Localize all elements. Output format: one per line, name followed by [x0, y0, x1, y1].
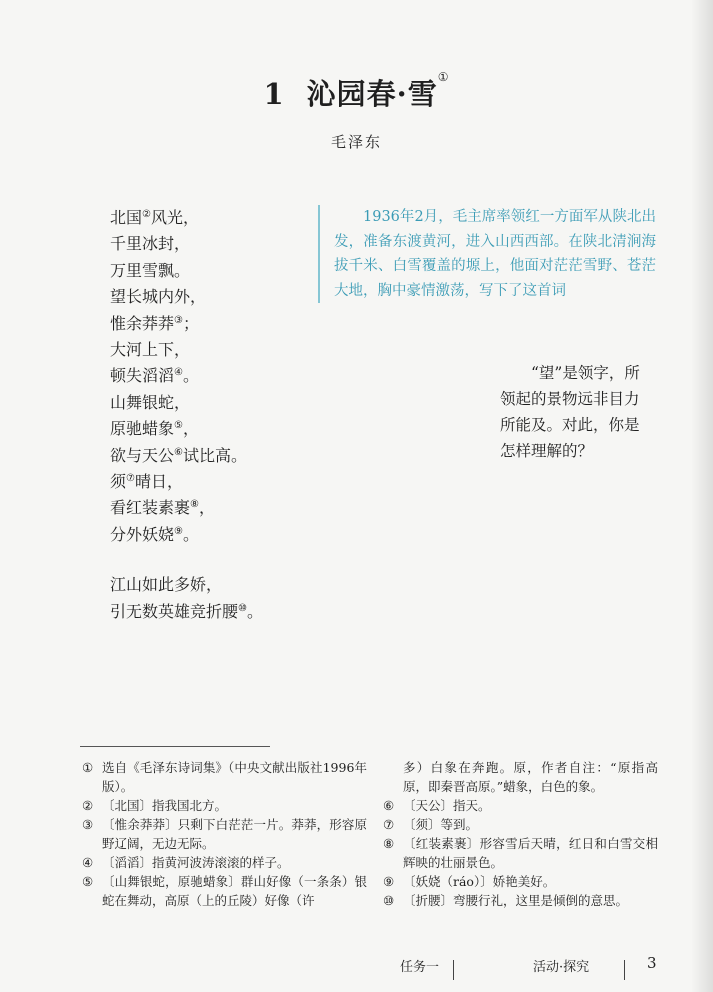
poem-note-mark: ⑤	[174, 420, 183, 432]
poem-line-tail: 。	[182, 524, 199, 544]
footnote-item	[82, 815, 367, 853]
poem-line-text: 分外妖娆	[110, 524, 175, 544]
poem-line	[110, 443, 310, 469]
footnote-text: 〔须〕等到。	[403, 817, 479, 832]
poem-line-text: 大河上下，	[110, 340, 191, 360]
poem-line	[110, 363, 310, 389]
footnote-divider	[80, 746, 270, 747]
title-note-mark: ①	[437, 70, 450, 84]
poem-line-tail: 风光，	[150, 208, 199, 227]
poem-line	[110, 522, 310, 548]
footnote-mark: ①	[82, 760, 94, 775]
poem-line-text: 欲与天公	[110, 445, 175, 465]
page-number: 3	[647, 954, 657, 972]
poem-line-text: 江山如此多娇，	[110, 575, 223, 595]
title-text: 沁园春·雪	[306, 77, 438, 111]
footer-activity-label: 活动·探究	[533, 960, 590, 975]
footnote-mark: ④	[82, 855, 94, 870]
footnote-text: 〔天公〕指天。	[403, 798, 491, 813]
footnote-item	[383, 796, 658, 815]
poem-note-mark: ⑦	[126, 473, 135, 485]
poem-line-tail: 。	[182, 366, 199, 386]
footnote-mark: ⑤	[82, 874, 94, 889]
poem-line	[110, 337, 310, 363]
footnotes-left-column	[82, 758, 367, 910]
background-note: 1936年2月，毛主席率领红一方面军从陕北出发，准备东渡黄河，进入山西西部。在陕北清涧海拔千米、白雪覆盖的塬上，他面对茫茫雪野、苍茫大地，胸中豪情激荡，写下了这首词	[318, 205, 656, 303]
poem-line	[110, 416, 310, 442]
poem-line	[110, 231, 310, 257]
poem-line	[110, 469, 310, 495]
poem-line-text: 顿失滔滔	[110, 366, 175, 386]
poem-line-tail: 晴日，	[134, 472, 183, 492]
poem-line-text: 惟余莽莽	[110, 313, 175, 333]
poem-line-text: 万里雪飘。	[110, 260, 191, 280]
poem-line-text: 千里冰封，	[110, 234, 191, 254]
poem-line-text: 看红装素裹	[110, 498, 191, 518]
footnote-mark: ⑥	[383, 798, 395, 813]
footnote-item	[383, 834, 658, 872]
poem-line	[110, 284, 310, 310]
reading-question: “望”是领字，所领起的景物远非目力所能及。对此，你是怎样理解的？	[500, 364, 640, 460]
poem-line-tail: ，	[198, 498, 215, 518]
footnote-mark: ⑩	[383, 893, 395, 908]
footnote-text: 〔北国〕指我国北方。	[102, 798, 228, 813]
poem-line	[110, 495, 310, 521]
footer-task-label: 任务一	[400, 960, 440, 975]
footnote-text: 〔滔滔〕指黄河波涛滚滚的样子。	[102, 855, 290, 870]
footnote-text: 〔折腰〕弯腰行礼，这里是倾倒的意思。	[403, 893, 629, 908]
poem-line	[110, 572, 310, 598]
footnote-item	[82, 796, 367, 815]
footnote-item	[383, 872, 658, 891]
poem-line	[110, 390, 310, 416]
footer-divider	[624, 960, 625, 980]
lesson-title	[0, 72, 713, 113]
poem-text	[110, 205, 310, 625]
footnote-continuation: 多）白象在奔跑。原，作者自注：“原指高原，即秦晋高原。”蜡象，白色的象。	[403, 760, 658, 794]
footnote-text: 〔山舞银蛇，原驰蜡象〕群山好像（一条条）银蛇在舞动，高原（上的丘陵）好像（许	[102, 874, 367, 908]
poem-note-mark: ⑨	[174, 525, 183, 537]
poem-line	[110, 599, 310, 625]
poem-line-tail: ；	[182, 313, 199, 333]
poem-note-mark: ⑩	[238, 602, 247, 614]
footnote-mark: ⑦	[383, 817, 395, 832]
poem-line-text: 须	[110, 472, 127, 492]
poem-line-tail: 。	[246, 601, 263, 621]
poem-line-text: 引无数英雄竞折腰	[110, 601, 239, 621]
footnote-text: 选自《毛泽东诗词集》（中央文献出版社1996年版）。	[102, 760, 367, 794]
poem-line-text: 原驰蜡象	[110, 419, 175, 439]
footnote-text: 〔红装素裹〕形容雪后天晴，红日和白雪交相辉映的壮丽景色。	[403, 836, 658, 870]
footnote-mark: ③	[82, 817, 94, 832]
author-name: 毛泽东	[330, 133, 382, 151]
poem-note-mark: ②	[142, 209, 151, 220]
footer-divider	[453, 960, 454, 980]
footnote-item	[82, 758, 367, 796]
poem-line	[110, 311, 310, 337]
footnote-item	[383, 815, 658, 834]
lesson-number: 1	[263, 77, 285, 111]
footnote-mark: ②	[82, 798, 94, 813]
footnote-text: 〔惟余莽莽〕只剩下白茫茫一片。莽莽，形容原野辽阔，无边无际。	[102, 817, 367, 851]
stanza-gap	[110, 548, 310, 572]
poem-line-text: 山舞银蛇，	[110, 392, 191, 412]
footnote-item	[383, 891, 658, 910]
poem-line	[110, 258, 310, 284]
footnote-mark: ⑨	[383, 874, 395, 889]
poem-line-tail: ，	[182, 419, 199, 439]
footnote-item	[82, 872, 367, 910]
poem-note-mark: ③	[174, 314, 183, 326]
poem-note-mark: ⑧	[190, 499, 199, 511]
poem-line-text: 北国	[110, 208, 143, 227]
footnote-text: 〔妖娆（ráo）〕娇艳美好。	[403, 874, 556, 889]
poem-line	[110, 205, 310, 231]
footnote-mark: ⑧	[383, 836, 395, 851]
footnotes-right-column	[383, 758, 658, 910]
poem-line-text: 望长城内外，	[110, 287, 207, 307]
poem-note-mark: ⑥	[174, 446, 183, 458]
poem-note-mark: ④	[174, 367, 183, 379]
footnote-item	[82, 853, 367, 872]
poem-line-tail: 试比高。	[182, 445, 247, 465]
